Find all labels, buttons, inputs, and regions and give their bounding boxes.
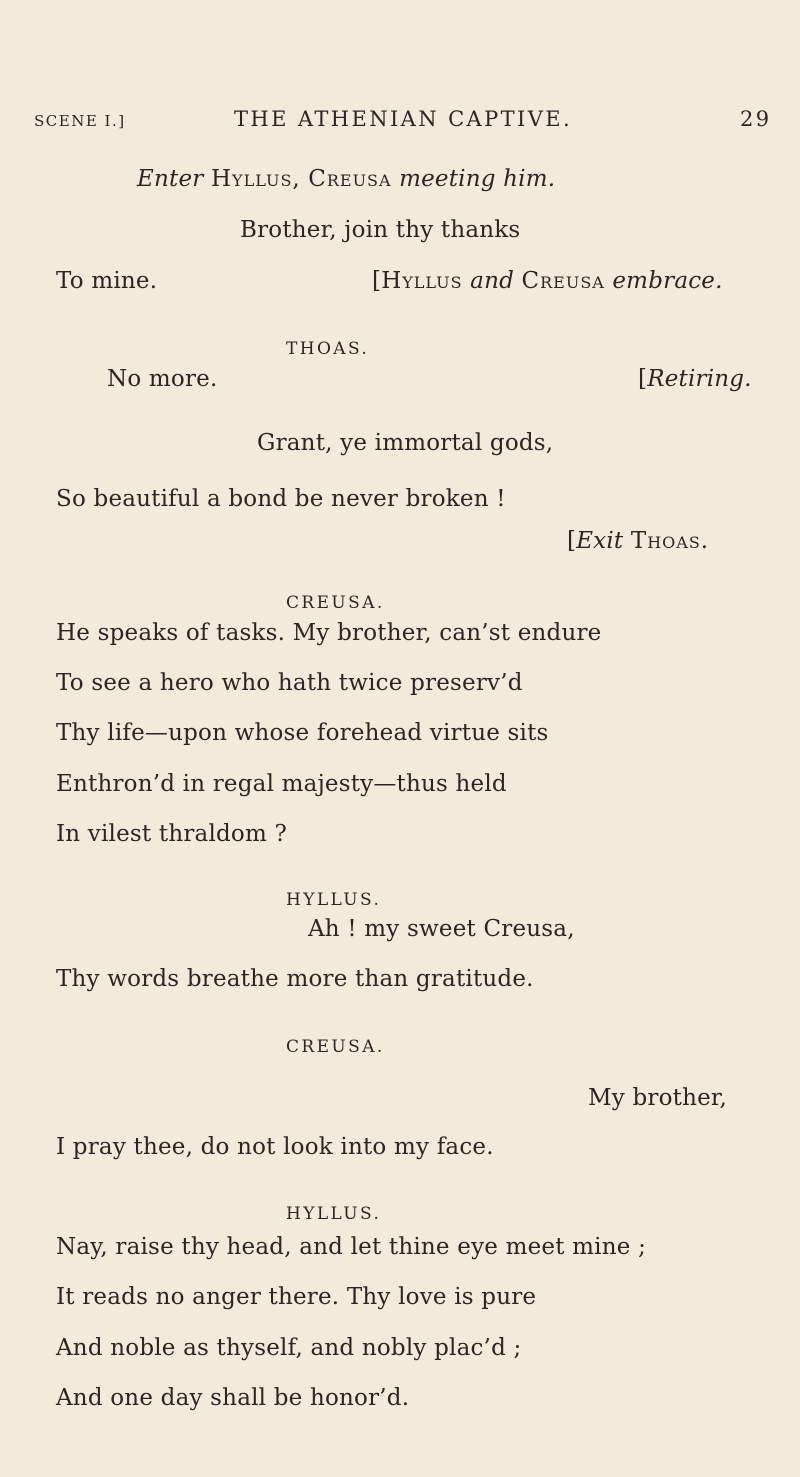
bracket: [	[567, 528, 577, 554]
bracket: [	[638, 366, 648, 392]
verse-line: Thy words breathe more than gratitude.	[56, 966, 534, 992]
verse-line: To see a hero who hath twice preserv’d	[56, 670, 523, 696]
verse-line: I pray thee, do not look into my face.	[56, 1134, 494, 1160]
verse-line: He speaks of tasks. My brother, can’st endure	[56, 620, 602, 646]
character-name: Hyllus,	[210, 166, 301, 192]
verse-line: And one day shall be honor’d.	[56, 1385, 410, 1411]
stage-direction-embrace	[372, 266, 723, 296]
stage-direction-enter	[137, 164, 555, 194]
character-name: Creusa	[308, 166, 392, 192]
speaker-heading: THOAS.	[286, 339, 370, 359]
character-name: Creusa	[521, 268, 605, 294]
bracket: [	[372, 268, 382, 294]
speaker-heading: CREUSA.	[286, 1037, 385, 1057]
stage-text: and	[470, 268, 515, 294]
verse-line: And noble as thyself, and nobly plac’d ;	[56, 1335, 522, 1361]
verse-line: No more.	[107, 366, 218, 392]
verse-line: Brother, join thy thanks	[240, 217, 521, 243]
stage-direction-retiring	[638, 364, 752, 394]
verse-line: Enthron’d in regal majesty—thus held	[56, 771, 507, 797]
speaker-heading: HYLLUS.	[286, 890, 382, 910]
verse-line: It reads no anger there. Thy love is pure	[56, 1284, 537, 1310]
verse-line: In vilest thraldom ?	[56, 821, 288, 847]
page-number: 29	[740, 107, 772, 131]
stage-text: Retiring.	[647, 366, 752, 392]
character-name: Hyllus	[381, 268, 463, 294]
verse-line: Grant, ye immortal gods,	[257, 430, 554, 456]
verse-line: Nay, raise thy head, and let thine eye meet mine ;	[56, 1234, 647, 1260]
stage-direction-exit	[567, 526, 709, 556]
running-head-scene: SCENE I.]	[34, 112, 126, 130]
stage-text: embrace.	[612, 268, 723, 294]
verse-line: My brother,	[588, 1085, 728, 1111]
verse-line: So beautiful a bond be never broken !	[56, 486, 506, 512]
verse-line: Ah ! my sweet Creusa,	[308, 916, 575, 942]
verse-line: To mine.	[56, 268, 158, 294]
character-name: Thoas.	[630, 528, 710, 554]
running-head-title: THE ATHENIAN CAPTIVE.	[234, 107, 573, 131]
stage-text: meeting him.	[399, 166, 556, 192]
speaker-heading: HYLLUS.	[286, 1204, 382, 1224]
speaker-heading: CREUSA.	[286, 593, 385, 613]
stage-text: Exit	[576, 528, 624, 554]
verse-line: Thy life—upon whose forehead virtue sits	[56, 720, 549, 746]
stage-text: Enter	[137, 166, 204, 192]
